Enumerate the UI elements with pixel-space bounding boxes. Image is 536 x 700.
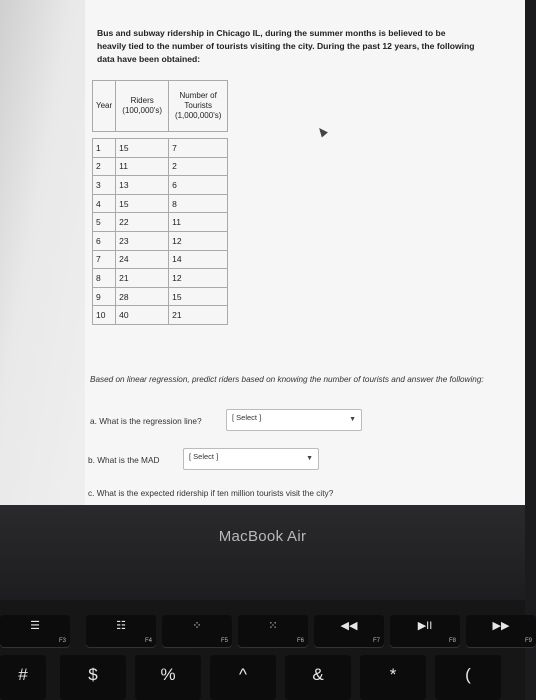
cell-tourists: 12 [169,231,228,250]
number-key[interactable] [360,655,426,700]
key-symbol: & [312,665,324,684]
mad-select[interactable] [183,448,319,470]
chevron-down-icon: ▼ [349,416,356,423]
table-row [93,306,228,325]
table-row [93,157,228,176]
number-key[interactable] [135,655,201,700]
key-symbol: $ [88,665,98,684]
header-tourists: Number of Tourists (1,000,000's) [169,81,228,132]
key-f8[interactable] [390,615,460,647]
cell-riders: 15 [116,194,169,213]
header-riders: Riders (100,000's) [116,81,169,132]
fast-forward-icon: ▶▶ [492,620,510,632]
function-key-label: F4 [144,638,152,644]
table-row [93,176,228,195]
problem-intro: Bus and subway ridership in Chicago IL, during the summer months is believed to be heavily tied to the number of tourists visiting the city. During the past 12 years, the following data have been obtained: [97,28,475,64]
cell-riders: 21 [116,269,169,288]
cell-riders: 11 [116,157,169,176]
mission-control-icon: ☰ [30,620,40,632]
cell-tourists: 6 [169,176,228,195]
table-header-row [93,81,228,132]
cell-year: 6 [93,231,116,250]
question-b-label: b. What is the MAD [88,455,160,465]
cell-riders: 28 [116,287,169,306]
cell-tourists: 15 [169,287,228,306]
cell-year: 4 [93,194,116,213]
key-f5[interactable] [162,615,232,647]
keyboard-brightness-up-icon: ⁙ [268,620,278,632]
table-row [93,139,228,158]
key-symbol: * [389,665,397,684]
key-symbol: % [160,665,176,684]
key-symbol: ^ [239,665,247,684]
number-key[interactable] [435,655,501,700]
regression-line-select[interactable] [226,409,362,431]
cell-riders: 15 [116,139,169,158]
cell-riders: 24 [116,250,169,269]
cell-year: 9 [93,287,116,306]
cell-riders: 22 [116,213,169,232]
function-key-label: F8 [448,638,456,644]
cell-year: 2 [93,157,116,176]
cell-year: 8 [93,269,116,288]
key-symbol: # [18,665,28,684]
question-c-label: c. What is the expected ridership if ten million tourists visit the city? [88,488,334,498]
key-symbol: ( [465,665,471,684]
cell-year: 7 [93,250,116,269]
cell-tourists: 7 [169,139,228,158]
cell-year: 1 [93,139,116,158]
cell-riders: 40 [116,306,169,325]
ridership-table [92,80,228,325]
question-a-label: a. What is the regression line? [90,416,202,426]
table-row [93,231,228,250]
cell-riders: 23 [116,231,169,250]
keyboard-brightness-down-icon: ⁘ [192,620,202,632]
cell-riders: 13 [116,176,169,195]
function-key-label: F3 [58,638,66,644]
table-row [93,250,228,269]
cell-tourists: 12 [169,269,228,288]
table-row [93,213,228,232]
function-key-label: F7 [372,638,380,644]
function-key-label: F9 [524,638,532,644]
table-body [93,139,228,325]
cell-year: 10 [93,306,116,325]
function-key-label: F5 [220,638,228,644]
table-row [93,287,228,306]
cell-tourists: 8 [169,194,228,213]
select-value: [ Select ] [189,452,219,461]
key-f3[interactable] [0,615,70,647]
number-key[interactable] [60,655,126,700]
cell-tourists: 11 [169,213,228,232]
header-year: Year [93,81,116,132]
key-f4[interactable] [86,615,156,647]
function-key-label: F6 [296,638,304,644]
key-f6[interactable] [238,615,308,647]
rewind-icon: ◀◀ [340,620,358,632]
number-key[interactable] [210,655,276,700]
cell-tourists: 14 [169,250,228,269]
table-row [93,269,228,288]
key-f7[interactable] [314,615,384,647]
cell-year: 3 [93,176,116,195]
cell-year: 5 [93,213,116,232]
select-value: [ Select ] [232,413,262,422]
table-row [93,194,228,213]
key-f9[interactable] [466,615,536,647]
cell-tourists: 21 [169,306,228,325]
number-key[interactable] [0,655,46,700]
launchpad-icon: ☷ [116,620,126,632]
play-pause-icon: ▶II [417,620,433,632]
number-key[interactable] [285,655,351,700]
brand-label: MacBook Air [218,528,307,545]
cell-tourists: 2 [169,157,228,176]
laptop-bezel [0,505,525,600]
chevron-down-icon: ▼ [306,455,313,462]
question-prompt: Based on linear regression, predict riders based on knowing the number of tourists and answer the following: [90,375,484,384]
